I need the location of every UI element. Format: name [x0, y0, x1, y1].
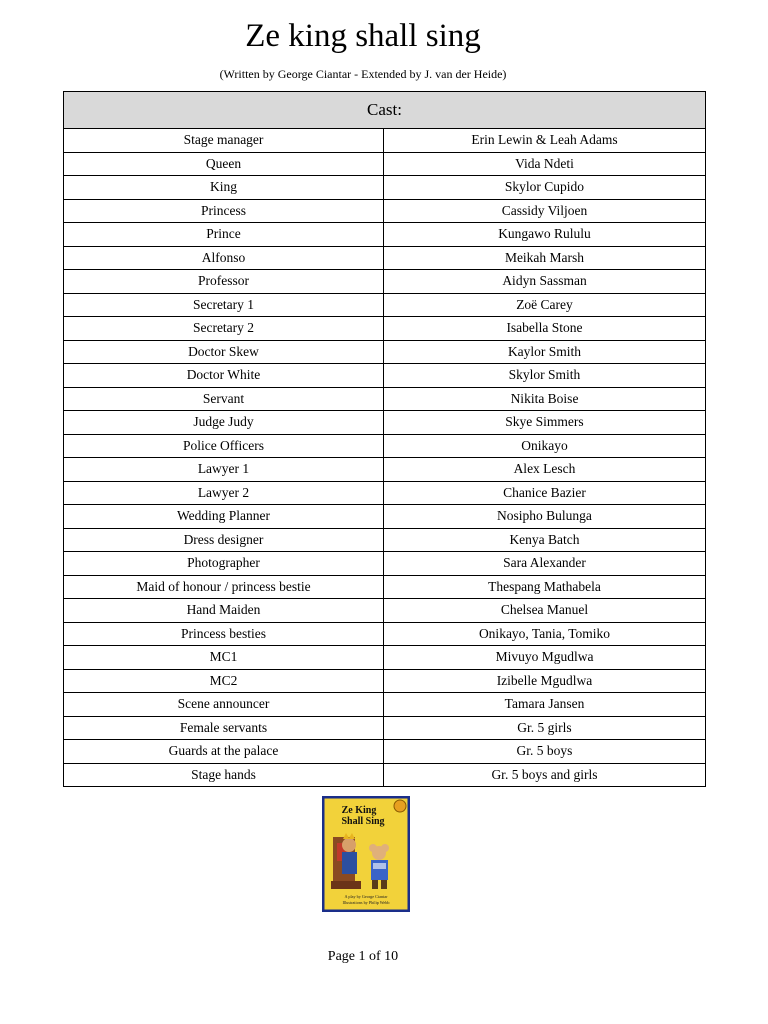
cast-actor-cell: Cassidy Viljoen — [384, 199, 706, 223]
cast-actor-cell: Nosipho Bulunga — [384, 505, 706, 529]
cast-row — [64, 669, 706, 693]
cast-row — [64, 599, 706, 623]
cast-actor-cell: Zoë Carey — [384, 293, 706, 317]
cast-actor-cell: Thespang Mathabela — [384, 575, 706, 599]
cast-actor-cell: Gr. 5 boys — [384, 740, 706, 764]
cast-role-cell: Dress designer — [64, 528, 384, 552]
cast-actor-cell: Chelsea Manuel — [384, 599, 706, 623]
cast-row — [64, 434, 706, 458]
cast-actor-cell: Erin Lewin & Leah Adams — [384, 129, 706, 153]
cast-row — [64, 246, 706, 270]
cast-row — [64, 693, 706, 717]
cast-role-cell: Police Officers — [64, 434, 384, 458]
cast-actor-cell: Tamara Jansen — [384, 693, 706, 717]
cast-role-cell: Stage manager — [64, 129, 384, 153]
cast-row — [64, 716, 706, 740]
cast-actor-cell: Skye Simmers — [384, 411, 706, 435]
book-cover-illustration — [323, 797, 409, 911]
cast-row — [64, 740, 706, 764]
cast-actor-cell: Izibelle Mgudlwa — [384, 669, 706, 693]
cast-row — [64, 223, 706, 247]
cast-header-row — [64, 92, 706, 129]
cast-role-cell: Female servants — [64, 716, 384, 740]
document-subtitle: (Written by George Ciantar - Extended by J. van der Heide) — [219, 67, 507, 81]
cast-row — [64, 552, 706, 576]
cast-actor-cell: Alex Lesch — [384, 458, 706, 482]
cast-actor-cell: Vida Ndeti — [384, 152, 706, 176]
cast-role-cell: Secretary 2 — [64, 317, 384, 341]
cast-role-cell: Doctor White — [64, 364, 384, 388]
cast-row — [64, 646, 706, 670]
cast-row — [64, 270, 706, 294]
cast-actor-cell: Isabella Stone — [384, 317, 706, 341]
cast-role-cell: Stage hands — [64, 763, 384, 787]
cast-actor-cell: Kungawo Rululu — [384, 223, 706, 247]
cover-credit-line1: A play by George Ciantar — [344, 894, 388, 899]
cast-role-cell: MC1 — [64, 646, 384, 670]
cast-row — [64, 458, 706, 482]
cast-role-cell: Wedding Planner — [64, 505, 384, 529]
cast-role-cell: King — [64, 176, 384, 200]
cast-role-cell: Princess besties — [64, 622, 384, 646]
cast-role-cell: Guards at the palace — [64, 740, 384, 764]
cast-row — [64, 505, 706, 529]
cast-actor-cell: Onikayo, Tania, Tomiko — [384, 622, 706, 646]
cast-actor-cell: Skylor Smith — [384, 364, 706, 388]
cast-role-cell: Professor — [64, 270, 384, 294]
cast-row — [64, 152, 706, 176]
king-figure — [342, 838, 356, 852]
cast-role-cell: Lawyer 2 — [64, 481, 384, 505]
cast-row — [64, 340, 706, 364]
book-cover-image — [322, 796, 410, 912]
cast-row — [64, 411, 706, 435]
cast-actor-cell: Mivuyo Mgudlwa — [384, 646, 706, 670]
cast-table-body — [64, 129, 706, 787]
cast-role-cell: Alfonso — [64, 246, 384, 270]
cast-row — [64, 364, 706, 388]
cast-role-cell: Servant — [64, 387, 384, 411]
cast-row — [64, 528, 706, 552]
cast-role-cell: Queen — [64, 152, 384, 176]
cast-actor-cell: Meikah Marsh — [384, 246, 706, 270]
cast-row — [64, 575, 706, 599]
cover-title-line1: Ze King — [341, 805, 377, 816]
cast-row — [64, 129, 706, 153]
cast-role-cell: Secretary 1 — [64, 293, 384, 317]
cast-actor-cell: Gr. 5 boys and girls — [384, 763, 706, 787]
cast-role-cell: Prince — [64, 223, 384, 247]
cast-row — [64, 622, 706, 646]
page-number: Page 1 of 10 — [327, 949, 399, 964]
cast-row — [64, 293, 706, 317]
cast-header: Cast: — [64, 92, 706, 129]
cover-credit-line2: Illustrations by Philip Webb — [342, 900, 390, 905]
cast-role-cell: Photographer — [64, 552, 384, 576]
cast-actor-cell: Sara Alexander — [384, 552, 706, 576]
cast-role-cell: Judge Judy — [64, 411, 384, 435]
cast-role-cell: Scene announcer — [64, 693, 384, 717]
cast-actor-cell: Nikita Boise — [384, 387, 706, 411]
cast-row — [64, 176, 706, 200]
cast-row — [64, 387, 706, 411]
cast-role-cell: Maid of honour / princess bestie — [64, 575, 384, 599]
cast-role-cell: Doctor Skew — [64, 340, 384, 364]
cast-table — [63, 91, 706, 787]
cast-role-cell: Lawyer 1 — [64, 458, 384, 482]
cast-actor-cell: Gr. 5 girls — [384, 716, 706, 740]
cast-actor-cell: Chanice Bazier — [384, 481, 706, 505]
document-title: Ze king shall sing — [245, 18, 481, 54]
cast-actor-cell: Kaylor Smith — [384, 340, 706, 364]
cast-actor-cell: Onikayo — [384, 434, 706, 458]
cast-role-cell: Princess — [64, 199, 384, 223]
cast-row — [64, 317, 706, 341]
badge-icon — [394, 800, 406, 812]
cast-role-cell: MC2 — [64, 669, 384, 693]
cast-actor-cell: Aidyn Sassman — [384, 270, 706, 294]
cast-row — [64, 199, 706, 223]
cast-actor-cell: Skylor Cupido — [384, 176, 706, 200]
cast-role-cell: Hand Maiden — [64, 599, 384, 623]
cast-row — [64, 481, 706, 505]
cast-row — [64, 763, 706, 787]
cover-title-line2: Shall Sing — [341, 816, 385, 827]
cast-actor-cell: Kenya Batch — [384, 528, 706, 552]
